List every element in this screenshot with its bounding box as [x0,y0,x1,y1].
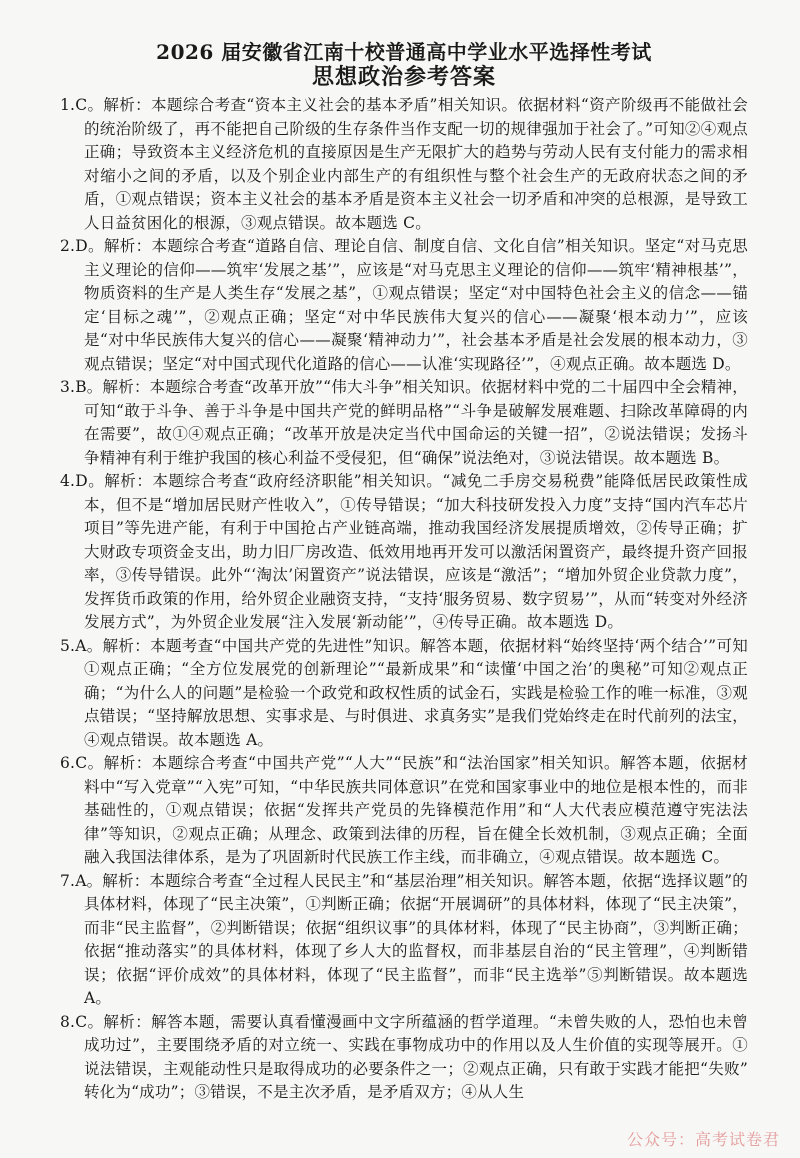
answer-item-8 [60,1011,748,1105]
page-title: 2026 届安徽省江南十校普通高中学业水平选择性考试 [156,40,652,64]
answer-item-3 [60,376,748,470]
answer-item-1 [60,94,748,235]
answer-number: 7. [60,871,76,890]
answer-number: 1. [60,96,76,114]
answer-text: A。解析：本题综合考查“全过程人民民主”和“基层治理”相关知识。解答本题，依据“选择议题”的具体材料，体现了“民主决策”，①判断正确；依据“开展调研”的具体材料，体现了“民主决策”，而非“民主监督”，②判断错误；依据“组织议事”的具体材料，体现了“民主协商”，③判断正确；依据“推动落实”的具体材料，体现了乡人大的监督权，而非基层自治的“民主管理”，④判断错误；依据“评价成效”的具体材料，体现了“民主监督”，而非“民主选举”⑤判断错误。故本题选 A。 [75,871,748,1007]
answer-number: 5. [60,636,76,655]
answer-text: D。解析：本题综合考查“政府经济职能”相关知识。“减免二手房交易税费”能降低居民政策性成本，但不是“增加居民财产性收入”，①传导错误；“加大科技研发投入力度”支持“国内汽车芯片项目”等先进产能，有利于中国抢占产业链高端，推动我国经济发展提质增效，②传导正确；扩大财政专项资金支出，助力旧厂房改造、低效用地再开发可以激活闲置资产，最终提升资产回报率，③传导错误。此外“‘淘汰’闲置资产”说法错误，应该是“激活”；“增加外贸企业贷款力度”，发挥货币政策的作用，给外贸企业融资支持，“支持‘服务贸易、数字贸易’”，从而“转变对外经济发展方式”，为外贸企业发展“注入发展‘新动能’”，④传导正确。故本题选 D。 [75,472,748,631]
answer-text: C。解析：本题综合考查“中国共产党”“人大”“民族”和“法治国家”相关知识。解答本题，依据材料中“写入党章”“入宪”可知，“中华民族共同体意识”在党和国家事业中的地位是根本性的，而非基础性的，①观点错误；依据“发挥共产党员的先锋模范作用”和“人大代表应模范遵守宪法法律”等知识，②观点正确；从理念、政策到法律的历程，旨在健全长效机制，③观点正确；全面融入我国法律体系，是为了巩固新时代民族工作主线，而非确立，④观点错误。故本题选 C。 [75,754,748,866]
answer-text: B。解析：本题综合考查“改革开放”“伟大斗争”相关知识。依据材料中党的二十届四中全会精神，可知“敢于斗争、善于斗争是中国共产党的鲜明品格”“斗争是破解发展难题、扫除改革障碍的内在需要”，故①④观点正确；“改革开放是决定当代中国命运的关键一招”，②说法错误；发扬斗争精神有利于维护我国的核心利益不受侵犯，但“确保”说法绝对，③说法错误。故本题选 B。 [75,378,748,467]
answer-item-4 [60,470,748,635]
answer-text: D。解析：本题综合考查“道路自信、理论自信、制度自信、文化自信”相关知识。坚定“对马克思主义理论的信仰——筑牢‘发展之基’”，应该是“对马克思主义理论的信仰——筑牢‘精神根基’”，物质资料的生产是人类生存“发展之基”，①观点错误；坚定“对中国特色社会主义的信念——锚定‘目标之魂’”，②观点正确；坚定“对中华民族伟大复兴的信心——凝聚‘根本动力’”，应该是“对中华民族伟大复兴的信心——凝聚‘精神动力’”，社会基本矛盾是社会发展的根本动力，③观点错误；坚定“对中国式现代化道路的信心——认准‘实现路径’”，④观点正确。故本题选 D。 [75,237,748,373]
answer-number: 4. [60,472,76,490]
answer-item-5 [60,635,748,753]
answer-number: 2. [60,237,76,255]
answer-item-6 [60,752,748,870]
answer-text: A。解析：本题考查“中国共产党的先进性”知识。解答本题，依据材料“始终坚持‘两个结合’”可知①观点正确；“全方位发展党的创新理论”“最新成果”和“读懂‘中国之治’的奥秘”可知②观点正确；“为什么人的问题”是检验一个政党和政权性质的试金石，实践是检验工作的唯一标准，③观点错误；“坚持解放思想、实事求是、与时俱进、求真务实”是我们党始终走在时代前列的法宝，④观点错误。故本题选 A。 [75,636,748,749]
answer-number: 8. [60,1012,76,1031]
watermark: 公众号：高考试卷君 [626,1130,780,1149]
answer-item-7 [60,870,748,1011]
answer-item-2 [60,235,748,376]
answer-text: C。解析：解答本题，需要认真看懂漫画中文字所蕴涵的哲学道理。“未曾失败的人，恐怕也未曾成功过”，主要围绕矛盾的对立统一、实践在事物成功中的作用以及人生价值的实现等展开。①说法错误，主观能动性只是取得成功的必要条件之一；②观点正确，只有敢于实践才能把“失败” 转化为“成功”；③错误，不是主次矛盾，是矛盾双方；④从人生 [75,1012,748,1101]
answer-number: 6. [60,754,76,772]
answer-list [60,94,748,1105]
answer-number: 3. [60,378,76,396]
page-subtitle: 思想政治参考答案 [311,64,496,90]
answer-text: C。解析：本题综合考查“资本主义社会的基本矛盾”相关知识。依据材料“资产阶级再不能做社会的统治阶级了，再不能把自己阶级的生存条件当作支配一切的规律强加于社会了。”可知②④观点正确；导致资本主义经济危机的直接原因是生产无限扩大的趋势与劳动人民有支付能力的需求相对缩小之间的矛盾，以及个别企业内部生产的有组织性与整个社会生产的无政府状态之间的矛盾，①观点错误；资本主义社会的基本矛盾是资本主义社会一切矛盾和冲突的总根源，是导致工人日益贫困化的根源，③观点错误。故本题选 C。 [75,96,748,232]
